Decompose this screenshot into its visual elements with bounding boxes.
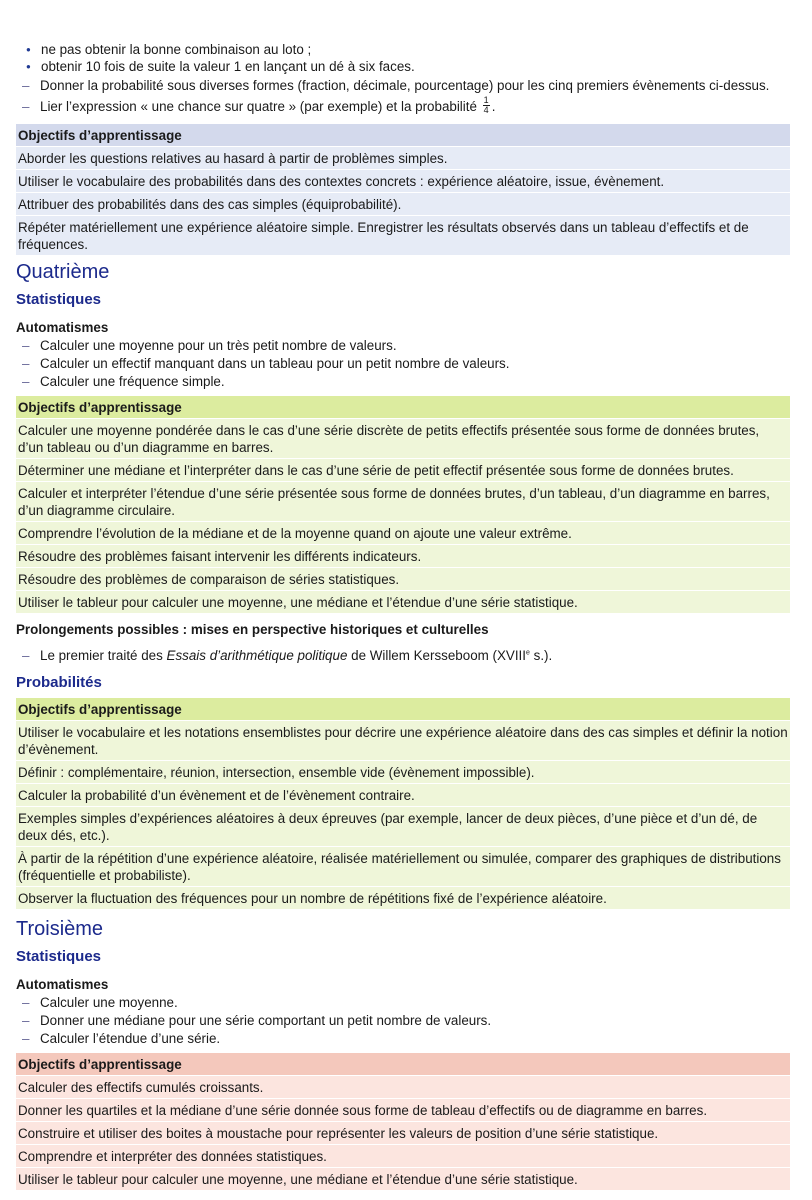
intro-dash-list [16, 77, 790, 117]
box-row: Calculer une moyenne pondérée dans le cas d’une série discrète de petits effectifs présentée sous forme de données brutes, d’un tableau ou d’un diagramme en barres. [16, 419, 790, 458]
list-item: ● obtenir 10 fois de suite la valeur 1 en lançant un dé à six faces. [16, 58, 790, 75]
list-item: – Calculer une fréquence simple. [16, 373, 790, 390]
automatismes-title-3e: Automatismes [16, 977, 109, 992]
list-item: – Donner une médiane pour une série comportant un petit nombre de valeurs. [16, 1012, 790, 1029]
fraction-numerator: 1 [483, 95, 489, 105]
prolongements-list [16, 647, 790, 664]
list-item-fraction [16, 95, 790, 117]
box-header: Objectifs d’apprentissage [16, 698, 790, 720]
objectives-box-green [16, 396, 790, 613]
box-row: Répéter matériellement une expérience aléatoire simple. Enregistrer les résultats observés dans un tableau d’effectifs et de fréquences. [16, 216, 790, 255]
list-item: – Donner la probabilité sous diverses formes (fraction, décimale, pourcentage) pour les cinq premiers évènements ci-dessus. [16, 77, 790, 94]
fraction-denominator: 4 [483, 105, 489, 115]
prolongement-pre: Le premier traité des [40, 648, 167, 663]
objectives-box-red [16, 1053, 790, 1190]
list-item: – Calculer une moyenne. [16, 994, 790, 1011]
box-row: Résoudre des problèmes faisant intervenir les différents indicateurs. [16, 545, 790, 567]
box-header: Objectifs d’apprentissage [16, 1053, 790, 1075]
objectives-box-blue [16, 124, 790, 255]
box-row: Donner les quartiles et la médiane d’une série donnée sous forme de tableau d’effectifs ou de diagramme en barres. [16, 1099, 790, 1121]
fraction-end: . [491, 99, 496, 115]
box-row: Calculer la probabilité d’un évènement et de l’évènement contraire. [16, 784, 790, 806]
automatismes-title: Automatismes [16, 320, 109, 335]
prolongement-title-italic: Essais d’arithmétique politique [166, 648, 348, 663]
level-title-quatrieme: Quatrième [16, 261, 110, 283]
intro-bullet-list [16, 41, 790, 75]
section-title-statistiques: Statistiques [16, 291, 102, 308]
box-row: Définir : complémentaire, réunion, intersection, ensemble vide (évènement impossible). [16, 761, 790, 783]
objectives-box-green-probas [16, 698, 790, 909]
box-row: Observer la fluctuation des fréquences pour un nombre de répétitions fixé de l’expérience aléatoire. [16, 887, 790, 909]
prolongements-title: Prolongements possibles : mises en perspective historiques et culturelles [16, 622, 489, 637]
section-title-probabilites: Probabilités [16, 674, 102, 691]
automatismes-list-3e [16, 994, 790, 1047]
fraction-text: Lier l’expression « une chance sur quatre » (par exemple) et la probabilité [40, 99, 477, 115]
box-row: Attribuer des probabilités dans des cas simples (équiprobabilité). [16, 193, 790, 215]
box-row: Comprendre l’évolution de la médiane et de la moyenne quand on ajoute une valeur extrême. [16, 522, 790, 544]
list-item: ● ne pas obtenir la bonne combinaison au loto ; [16, 41, 790, 58]
box-row: Utiliser le tableur pour calculer une moyenne, une médiane et l’étendue d’une série statistique. [16, 591, 790, 613]
box-row: Utiliser le tableur pour calculer une moyenne, une médiane et l’étendue d’une série statistique. [16, 1168, 790, 1190]
list-item: – Calculer un effectif manquant dans un tableau pour un petit nombre de valeurs. [16, 355, 790, 372]
prolongement-sup: e [526, 649, 530, 657]
prolongement-end: s.). [529, 648, 553, 663]
box-row: Calculer et interpréter l’étendue d’une série présentée sous forme de données brutes, d’un tableau, d’un diagramme en barres, d’un diagramme circulaire. [16, 482, 790, 521]
list-item: – Calculer une moyenne pour un très petit nombre de valeurs. [16, 337, 790, 354]
box-row: Exemples simples d’expériences aléatoires à deux épreuves (par exemple, lancer de deux pièces, d’une pièce et d’un dé, de deux dés, etc.). [16, 807, 790, 846]
document-page [16, 0, 790, 1190]
box-row: Utiliser le vocabulaire et les notations ensemblistes pour décrire une expérience aléatoire dans des cas simples et définir la notion d’évènement. [16, 721, 790, 760]
box-row: Déterminer une médiane et l’interpréter dans le cas d’une série de petit effectif présentée sous forme de données brutes. [16, 459, 790, 481]
box-header: Objectifs d’apprentissage [16, 124, 790, 146]
section-title-statistiques-3e: Statistiques [16, 948, 102, 965]
prolongement-post: de Willem Kersseboom (XVIII [347, 648, 527, 663]
box-row: Utiliser le vocabulaire des probabilités dans des contextes concrets : expérience aléatoire, issue, évènement. [16, 170, 790, 192]
automatismes-list [16, 337, 790, 390]
box-row: À partir de la répétition d’une expérience aléatoire, réalisée matériellement ou simulée, comparer des graphiques de distributions (fréquentielle et probabiliste). [16, 847, 790, 886]
box-row: Résoudre des problèmes de comparaison de séries statistiques. [16, 568, 790, 590]
level-title-troisieme: Troisième [16, 918, 104, 940]
fraction [483, 96, 490, 115]
box-row: Comprendre et interpréter des données statistiques. [16, 1145, 790, 1167]
list-item [16, 647, 790, 664]
box-header: Objectifs d’apprentissage [16, 396, 790, 418]
list-item: – Calculer l’étendue d’une série. [16, 1030, 790, 1047]
box-row: Calculer des effectifs cumulés croissants. [16, 1076, 790, 1098]
box-row: Aborder les questions relatives au hasard à partir de problèmes simples. [16, 147, 790, 169]
box-row: Construire et utiliser des boites à moustache pour représenter les valeurs de position d’une série statistique. [16, 1122, 790, 1144]
